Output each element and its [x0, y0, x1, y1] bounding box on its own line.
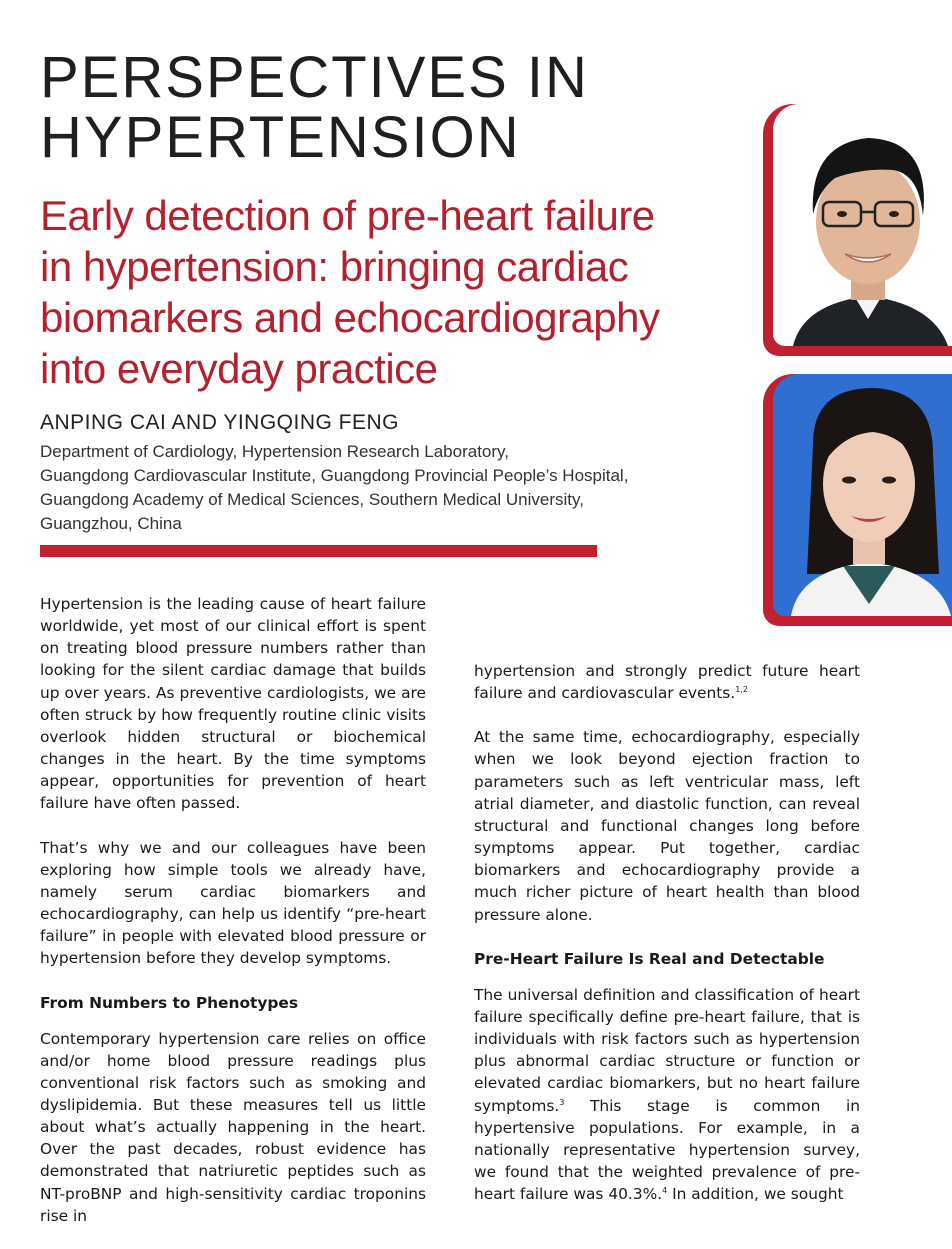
- series-title-line1: PERSPECTIVES IN: [40, 45, 589, 110]
- body-paragraph-6: [474, 984, 860, 1206]
- right-text-column: [474, 660, 860, 1227]
- affiliation-line1: Department of Cardiology, Hypertension Research Laboratory,: [40, 442, 509, 461]
- author-names: ANPING CAI AND YINGQING FENG: [40, 411, 400, 434]
- body-paragraph-6-text-b: This stage is common in hypertensive populations. For example, in a nationally representative hypertension survey, we found that the weighted prevalence of pre-heart failure was 40.3%.: [474, 1096, 860, 1204]
- section-heading-numbers-to-phenotypes: From Numbers to Phenotypes: [40, 993, 299, 1012]
- article-title-line2: in hypertension: bringing cardiac: [40, 243, 629, 290]
- reference-4: 4: [662, 1186, 668, 1195]
- body-paragraph-6-text-c: In addition, we sought: [667, 1185, 844, 1204]
- reference-1-2: 1,2: [735, 685, 748, 695]
- intro-paragraph-2: That’s why we and our colleagues have been exploring how simple tools we already have, namely serum cardiac biomarkers and echocardiography, can help us identify “pre-heart failure” in people with elevated blood pressure or hypertension before they develop symptoms.: [40, 838, 426, 968]
- article-title-line4: into everyday practice: [40, 345, 438, 392]
- reference-3: 3: [559, 1097, 565, 1107]
- body-paragraph-3: Contemporary hypertension care relies on office and/or home blood pressure readings plus conventional risk factors such as smoking and dyslipidemia. But these measures tell us little about what’s actually happening in the heart. Over the past decades, robust evidence has demonstrated that natriuretic peptides such as NT-proBNP and high-sensitivity cardiac troponins rise in: [40, 1029, 426, 1225]
- author-photo-frame-1: [763, 104, 952, 356]
- article-title-line3: biomarkers and echocardiography: [40, 294, 660, 341]
- series-title: [40, 45, 589, 170]
- author-photo-2: [773, 374, 952, 616]
- article-title: [40, 190, 700, 394]
- affiliation-line4: Guangzhou, China: [40, 514, 182, 533]
- left-text-column: [40, 593, 426, 1249]
- body-paragraph-4: [474, 660, 860, 704]
- body-paragraph-6-text-a: The universal definition and classification of heart failure specifically define pre-heart failure, that is individuals with risk factors such as hypertension plus abnormal cardiac structure or function or elevated cardiac biomarkers, but no heart failure symptoms.: [474, 985, 860, 1115]
- affiliation-line2: Guangdong Cardiovascular Institute, Guangdong Provincial People’s Hospital,: [40, 466, 629, 485]
- affiliation-line3: Guangdong Academy of Medical Sciences, Southern Medical University,: [40, 490, 584, 509]
- intro-paragraph-1: Hypertension is the leading cause of heart failure worldwide, yet most of our clinical effort is spent on treating blood pressure numbers rather than looking for the silent cardiac damage that builds up over years. As preventive cardiologists, we are often struck by how frequently routine clinic visits overlook hidden structural or biochemical changes in the heart. By the time symptoms appear, opportunities for prevention of heart failure have often passed.: [40, 595, 426, 813]
- author-photo-frame-2: [763, 374, 952, 626]
- author-affiliation: [40, 440, 640, 536]
- title-divider: [40, 545, 597, 557]
- series-title-line2: HYPERTENSION: [40, 105, 521, 170]
- article-title-line1: Early detection of pre-heart failure: [40, 192, 655, 239]
- section-heading-pre-heart-failure: Pre-Heart Failure Is Real and Detectable: [474, 949, 825, 968]
- body-paragraph-5: At the same time, echocardiography, especially when we look beyond ejection fraction to parameters such as left ventricular mass, left atrial diameter, and diastolic function, can reveal structural and functional changes long before symptoms appear. Put together, cardiac biomarkers and echocardiography provide a much richer picture of heart health than blood pressure alone.: [474, 728, 860, 924]
- body-paragraph-4-text: hypertension and strongly predict future heart failure and cardiovascular events.: [474, 662, 860, 703]
- author-photo-1: [773, 104, 952, 346]
